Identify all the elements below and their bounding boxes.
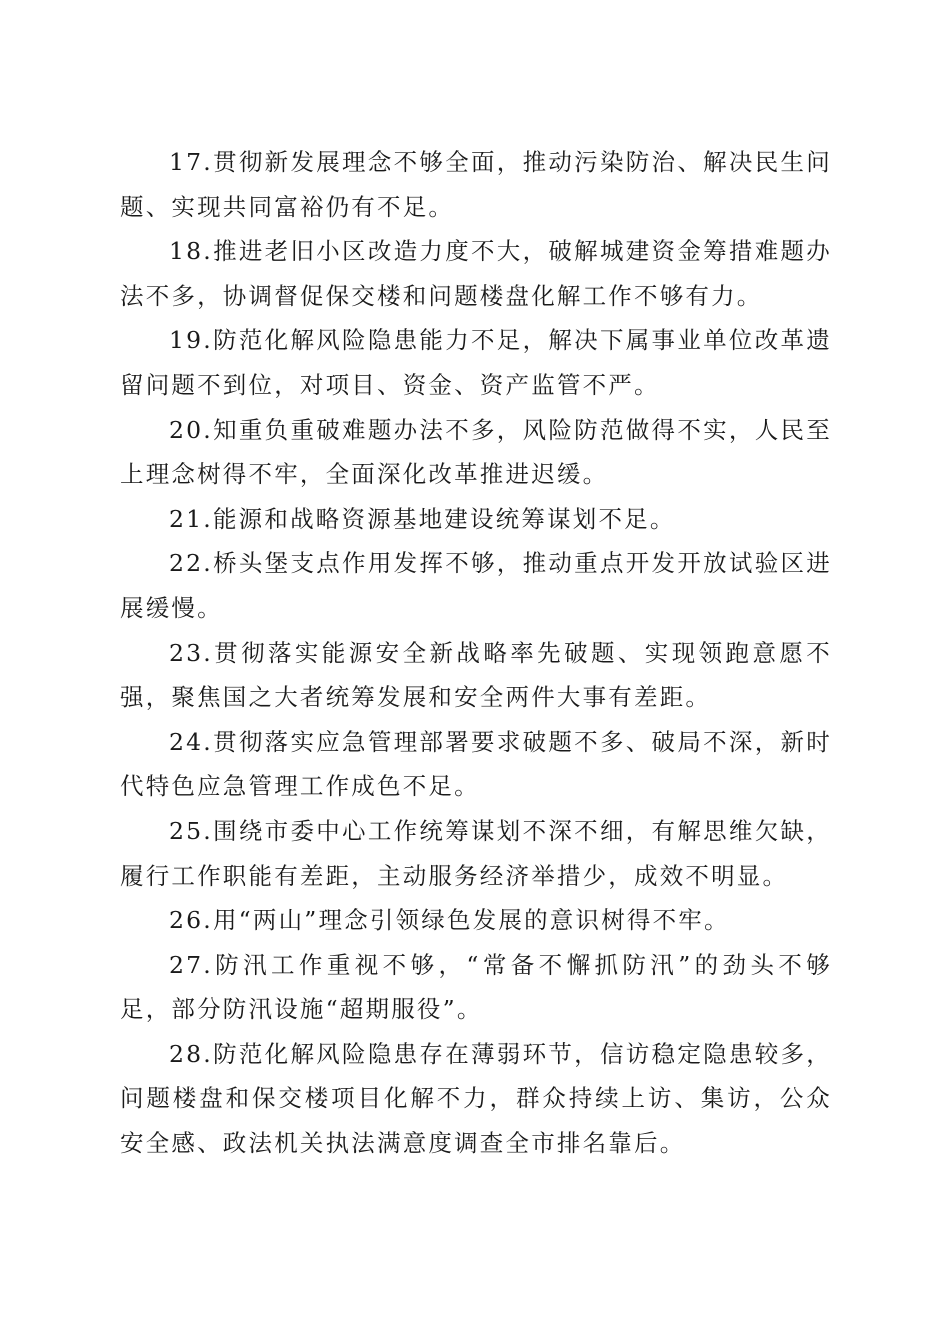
paragraph-23: 23.贯彻落实能源安全新战略率先破题、实现领跑意愿不强，聚焦国之大者统筹发展和安全两件大事有差距。 <box>120 638 832 712</box>
paragraph-18: 18.推进老旧小区改造力度不大，破解城建资金筹措难题办法不多，协调督促保交楼和问题楼盘化解工作不够有力。 <box>120 237 832 310</box>
paragraph-28: 28.防范化解风险隐患存在薄弱环节，信访稳定隐患较多，问题楼盘和保交楼项目化解不力，群众持续上访、集访，公众安全感、政法机关执法满意度调查全市排名靠后。 <box>120 1039 832 1158</box>
document-body <box>120 140 832 1166</box>
paragraph-22: 22.桥头堡支点作用发挥不够，推动重点开发开放试验区进展缓慢。 <box>120 549 832 622</box>
paragraph-19: 19.防范化解风险隐患能力不足，解决下属事业单位改革遗留问题不到位，对项目、资金、资产监管不严。 <box>120 326 832 399</box>
paragraph-21: 21.能源和战略资源基地建设统筹谋划不足。 <box>169 504 676 533</box>
paragraph-27: 27.防汛工作重视不够，“常备不懈抓防汛”的劲头不够足，部分防汛设施“超期服役”。 <box>120 950 832 1024</box>
paragraph-20: 20.知重负重破难题办法不多，风险防范做得不实，人民至上理念树得不牢，全面深化改革推进迟缓。 <box>120 415 832 489</box>
paragraph-17: 17.贯彻新发展理念不够全面，推动污染防治、解决民生问题、实现共同富裕仍有不足。 <box>120 148 832 221</box>
paragraph-24: 24.贯彻落实应急管理部署要求破题不多、破局不深，新时代特色应急管理工作成色不足。 <box>120 727 832 801</box>
paragraph-26: 26.用“两山”理念引领绿色发展的意识树得不牢。 <box>169 906 730 935</box>
paragraph-25: 25.围绕市委中心工作统筹谋划不深不细，有解思维欠缺，履行工作职能有差距，主动服务经济举措少，成效不明显。 <box>120 816 832 890</box>
